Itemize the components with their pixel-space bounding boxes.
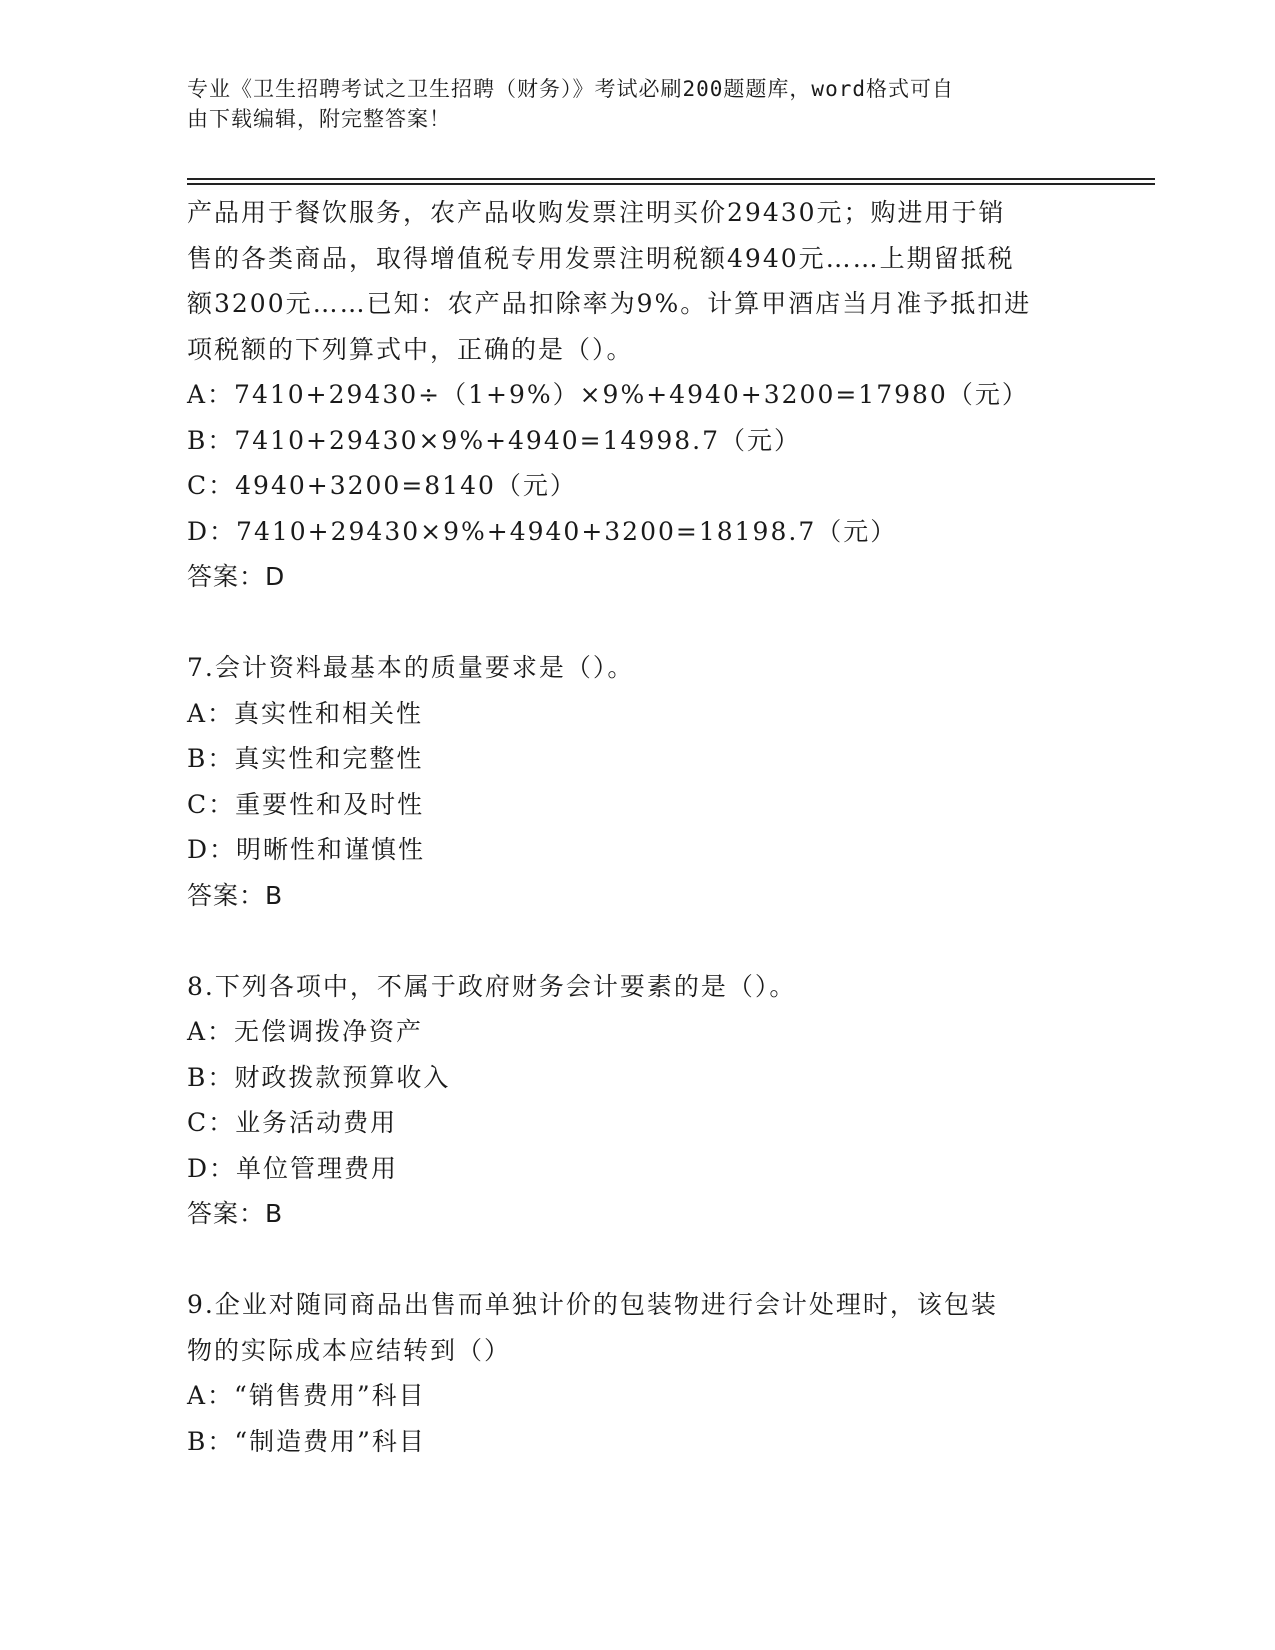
question-9 xyxy=(187,1282,1087,1464)
question-stem-line: 项税额的下列算式中，正确的是（）。 xyxy=(187,334,634,364)
question-stem-line: 7.会计资料最基本的质量要求是（）。 xyxy=(187,653,635,682)
option-b: B：财政拨款预算收入 xyxy=(187,1062,451,1092)
question-stem-line: 9.企业对随同商品出售而单独计价的包装物进行会计处理时，该包装 xyxy=(187,1290,998,1319)
option-c: C：4940+3200=8140（元） xyxy=(187,471,577,500)
question-stem-line: 物的实际成本应结转到（） xyxy=(187,1335,512,1365)
header-line: 专业《卫生招聘考试之卫生招聘（财务）》考试必刷200题题库，word格式可自 xyxy=(187,77,954,101)
option-b: B：真实性和完整性 xyxy=(187,744,424,773)
question-6 xyxy=(187,190,1087,600)
option-d: D：7410+29430×9%+4940+3200=18198.7（元） xyxy=(187,516,898,546)
option-b: B：“制造费用”科目 xyxy=(187,1426,426,1456)
document-body xyxy=(187,190,1087,1464)
header-line: 由下载编辑，附完整答案！ xyxy=(187,107,451,131)
question-stem-line: 8.下列各项中，不属于政府财务会计要素的是（）。 xyxy=(187,971,797,1001)
spacer xyxy=(187,1237,1087,1283)
option-c: C：业务活动费用 xyxy=(187,1108,398,1137)
header-divider xyxy=(187,178,1155,180)
answer-line: 答案：B xyxy=(187,1199,284,1228)
answer-line: 答案：B xyxy=(187,880,284,910)
option-d: D：单位管理费用 xyxy=(187,1153,399,1183)
question-stem-line: 售的各类商品，取得增值税专用发票注明税额4940元……上期留抵税 xyxy=(187,243,1015,273)
option-d: D：明晰性和谨慎性 xyxy=(187,835,426,864)
question-stem-line: 产品用于餐饮服务，农产品收购发票注明买价29430元；购进用于销 xyxy=(187,198,1006,227)
option-a: A：7410+29430÷（1+9%）×9%+4940+3200=17980（元） xyxy=(187,380,1029,409)
option-a: A：真实性和相关性 xyxy=(187,698,424,728)
header-divider xyxy=(187,183,1155,185)
spacer xyxy=(187,600,1087,646)
document-header xyxy=(187,74,1067,134)
option-a: A：无偿调拨净资产 xyxy=(187,1017,424,1046)
option-c: C：重要性和及时性 xyxy=(187,789,425,819)
spacer xyxy=(187,918,1087,964)
question-8 xyxy=(187,964,1087,1237)
answer-line: 答案：D xyxy=(187,562,286,591)
option-b: B：7410+29430×9%+4940=14998.7（元） xyxy=(187,425,801,455)
option-a: A：“销售费用”科目 xyxy=(187,1381,426,1410)
question-7 xyxy=(187,645,1087,918)
question-stem-line: 额3200元……已知：农产品扣除率为9%。计算甲酒店当月准予抵扣进 xyxy=(187,289,1032,318)
